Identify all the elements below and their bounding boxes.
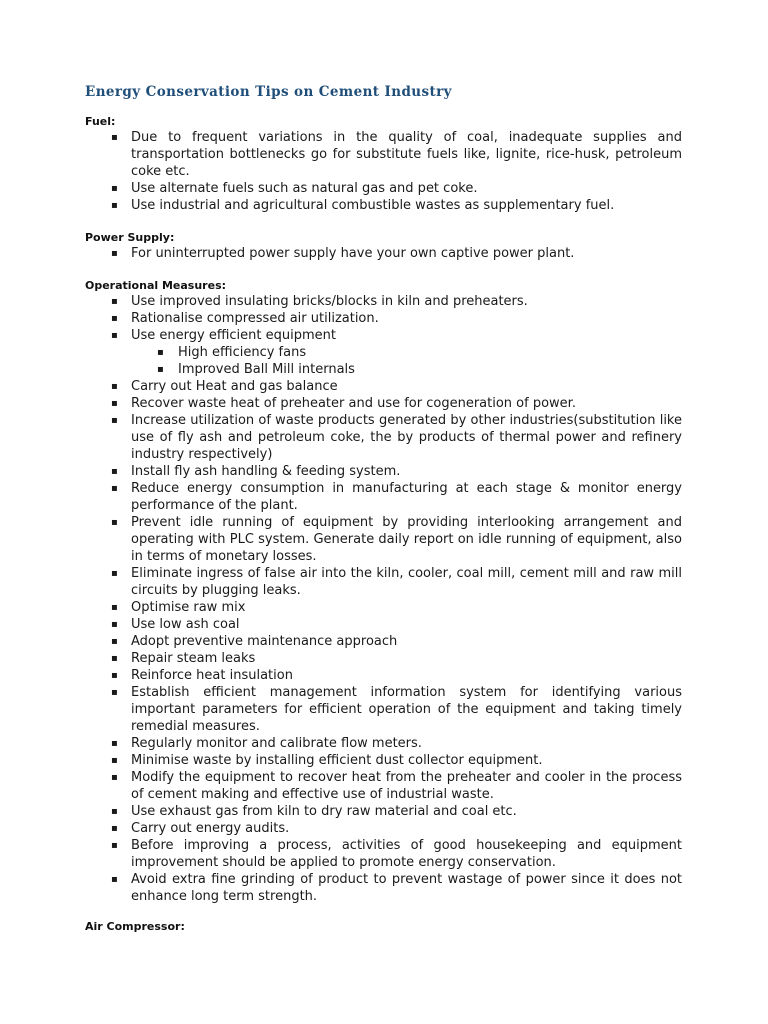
list-item: ▪ Install fly ash handling & feeding system. (111, 464, 401, 479)
section-power-supply (85, 231, 682, 262)
list-item: ▪ Minimise waste by installing efficient dust collector equipment. (111, 753, 543, 768)
fuel-list (85, 129, 682, 214)
bullet-icon: ▪ (111, 653, 118, 664)
list-item: ▪ Rationalise compressed air utilization. (111, 311, 379, 326)
list-item: ▪ Regularly monitor and calibrate flow meters. (111, 736, 422, 751)
bullet-icon: ▪ (111, 619, 118, 630)
bullet-icon: ▪ (111, 415, 118, 426)
list-item: ▪ Increase utilization of waste products generated by other industries(substitution like use of fly ash and petroleum coke, the by products of thermal power and refinery industry respectively) (111, 413, 682, 462)
list-item: ▪ Use energy efficient equipment (111, 328, 336, 343)
list-item: ▪ Use improved insulating bricks/blocks in kiln and preheaters. (111, 294, 528, 309)
bullet-icon: ▪ (111, 755, 118, 766)
list-item: ▪ Adopt preventive maintenance approach (111, 634, 398, 649)
bullet-icon: ▪ (111, 483, 118, 494)
power-supply-list (85, 245, 682, 262)
list-item: ▪ Recover waste heat of preheater and use for cogeneration of power. (111, 396, 576, 411)
bullet-icon: ▪ (111, 670, 118, 681)
list-item: ▪ Avoid extra fine grinding of product to prevent wastage of power since it does not enhance long term strength. (111, 872, 682, 904)
bullet-icon: ▪ (111, 313, 118, 324)
section-heading-operational-measures: Operational Measures: (85, 279, 227, 292)
list-item: ▪ For uninterrupted power supply have your own captive power plant. (111, 246, 575, 261)
bullet-icon: ▪ (111, 636, 118, 647)
operational-measures-list (85, 293, 682, 905)
bullet-icon: ▪ (111, 398, 118, 409)
bullet-icon: ▪ (111, 738, 118, 749)
section-air-compressor (85, 920, 682, 934)
list-item: ▪ Reduce energy consumption in manufacturing at each stage & monitor energy performance of the plant. (111, 481, 682, 513)
bullet-icon: ▪ (111, 296, 118, 307)
list-item: ▪ Establish efficient management information system for identifying various important parameters for efficient operation of the equipment and taking timely remedial measures. (111, 685, 682, 734)
sub-list-item: ▪ Improved Ball Mill internals (157, 362, 355, 377)
bullet-icon: ▪ (111, 517, 118, 528)
section-fuel (85, 115, 682, 214)
list-item: ▪ Carry out energy audits. (111, 821, 290, 836)
list-item: ▪ Prevent idle running of equipment by providing interlooking arrangement and operating with PLC system. Generate daily report on idle running of equipment, also in terms of monetary losses. (111, 515, 682, 564)
section-heading-power-supply: Power Supply: (85, 231, 175, 244)
bullet-icon: ▪ (111, 132, 118, 143)
document-title: Energy Conservation Tips on Cement Industry (85, 84, 452, 100)
bullet-icon: ▪ (111, 823, 118, 834)
list-item: ▪ Use alternate fuels such as natural gas and pet coke. (111, 181, 478, 196)
bullet-icon: ▪ (111, 602, 118, 613)
bullet-icon: ▪ (111, 381, 118, 392)
list-item: ▪ Use exhaust gas from kiln to dry raw material and coal etc. (111, 804, 517, 819)
list-item: ▪ Reinforce heat insulation (111, 668, 293, 683)
bullet-icon: ▪ (111, 840, 118, 851)
bullet-icon: ▪ (111, 874, 118, 885)
section-heading-fuel: Fuel: (85, 115, 116, 128)
bullet-icon: ▪ (157, 347, 164, 358)
list-item: ▪ Optimise raw mix (111, 600, 246, 615)
bullet-icon: ▪ (111, 772, 118, 783)
bullet-icon: ▪ (111, 200, 118, 211)
bullet-icon: ▪ (157, 364, 164, 375)
list-item: ▪ Repair steam leaks (111, 651, 256, 666)
sub-list-item: ▪ High efficiency fans (157, 345, 307, 360)
list-item: ▪ Modify the equipment to recover heat from the preheater and cooler in the process of cement making and effective use of industrial waste. (111, 770, 682, 802)
bullet-icon: ▪ (111, 466, 118, 477)
bullet-icon: ▪ (111, 687, 118, 698)
section-operational-measures (85, 279, 682, 905)
list-item: ▪ Use industrial and agricultural combustible wastes as supplementary fuel. (111, 198, 615, 213)
list-item: ▪ Eliminate ingress of false air into the kiln, cooler, coal mill, cement mill and raw mill circuits by plugging leaks. (111, 566, 682, 598)
list-item: ▪ Use low ash coal (111, 617, 240, 632)
bullet-icon: ▪ (111, 330, 118, 341)
list-item: ▪ Carry out Heat and gas balance (111, 379, 338, 394)
list-item: ▪ Before improving a process, activities of good housekeeping and equipment improvement should be applied to promote energy conservation. (111, 838, 682, 870)
bullet-icon: ▪ (111, 183, 118, 194)
section-heading-air-compressor: Air Compressor: (85, 920, 185, 933)
bullet-icon: ▪ (111, 568, 118, 579)
bullet-icon: ▪ (111, 806, 118, 817)
bullet-icon: ▪ (111, 248, 118, 259)
list-item: ▪ Due to frequent variations in the quality of coal, inadequate supplies and transportation bottlenecks go for substitute fuels like, lignite, rice-husk, petroleum coke etc. (111, 130, 682, 179)
